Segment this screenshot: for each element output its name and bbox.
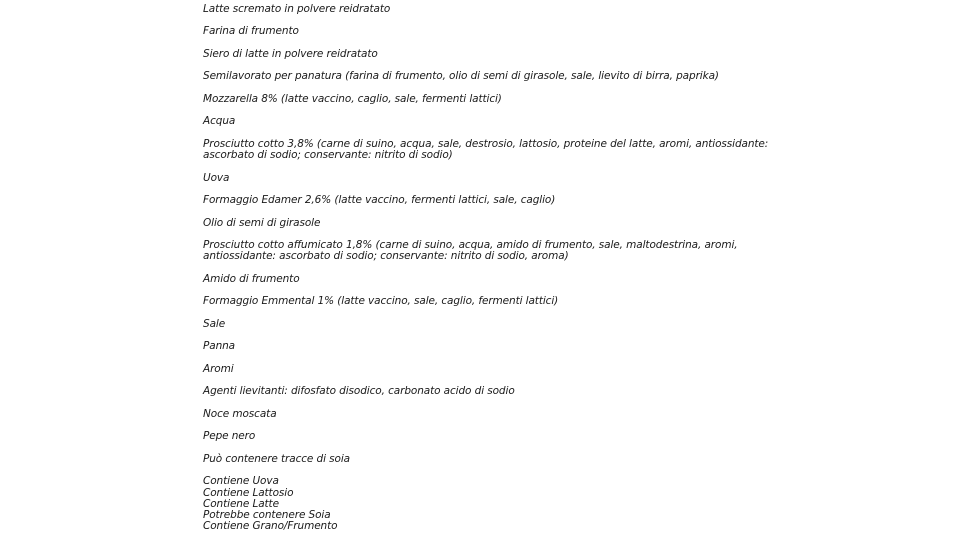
ingredient-item: Uova bbox=[203, 171, 230, 184]
ingredient-item: Può contenere tracce di soia bbox=[203, 452, 350, 465]
allergen-item: Contiene Grano/Frumento bbox=[203, 520, 338, 533]
ingredient-item: Prosciutto cotto 3,8% (carne di suino, acqua, sale, destrosio, lattosio, proteine del latte, aromi, antiossidante: ascorbato di sodio; conservante: nitrito di sodio) bbox=[203, 137, 769, 162]
allergen-item: Potrebbe contenere Soia bbox=[203, 509, 331, 522]
ingredient-item: Aromi bbox=[203, 362, 234, 375]
ingredient-item: Olio di semi di girasole bbox=[203, 216, 321, 229]
allergen-item: Contiene Lattosio bbox=[203, 486, 294, 499]
ingredient-item: Amido di frumento bbox=[203, 272, 300, 285]
ingredient-item: Acqua bbox=[203, 115, 236, 128]
ingredient-item: Sale bbox=[203, 317, 226, 330]
allergen-list bbox=[203, 476, 773, 532]
ingredient-item: Latte scremato in polvere reidratato bbox=[203, 3, 391, 15]
ingredient-item: Formaggio Edamer 2,6% (latte vaccino, fermenti lattici, sale, caglio) bbox=[203, 194, 556, 207]
ingredient-item: Panna bbox=[203, 340, 236, 353]
ingredients-document bbox=[203, 4, 773, 533]
allergen-item: Contiene Latte bbox=[203, 497, 279, 510]
ingredient-item: Farina di frumento bbox=[203, 25, 299, 38]
ingredient-item: Formaggio Emmental 1% (latte vaccino, sale, caglio, fermenti lattici) bbox=[203, 295, 559, 308]
ingredient-item: Pepe nero bbox=[203, 430, 256, 443]
ingredient-item: Semilavorato per panatura (farina di frumento, olio di semi di girasole, sale, lievito di birra, paprika) bbox=[203, 70, 719, 83]
ingredient-item: Siero di latte in polvere reidratato bbox=[203, 47, 378, 60]
ingredient-item: Prosciutto cotto affumicato 1,8% (carne di suino, acqua, amido di frumento, sale, maltodestrina, aromi, antiossidante: ascorbato di sodio; conservante: nitrito di sodio, aroma) bbox=[203, 239, 738, 263]
ingredient-item: Agenti lievitanti: difosfato disodico, carbonato acido di sodio bbox=[203, 385, 515, 398]
ingredient-item: Noce moscata bbox=[203, 407, 277, 420]
ingredient-item: Mozzarella 8% (latte vaccino, caglio, sale, fermenti lattici) bbox=[203, 92, 502, 105]
allergen-item: Contiene Uova bbox=[203, 475, 279, 488]
